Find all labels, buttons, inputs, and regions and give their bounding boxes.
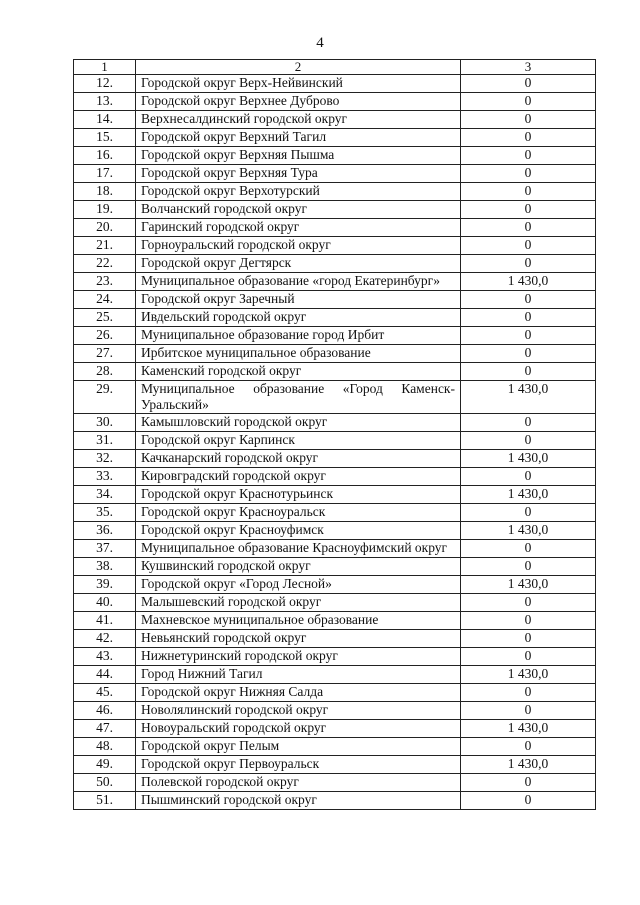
row-number-cell: 30.: [74, 414, 136, 432]
table-row: [74, 183, 596, 201]
municipality-name-cell: Городской округ Пелым: [136, 738, 461, 756]
municipality-name-cell: Город Нижний Тагил: [136, 666, 461, 684]
municipality-name-cell: Городской округ Верхний Тагил: [136, 129, 461, 147]
page-number: 4: [316, 35, 324, 51]
municipality-name-cell: Верхнесалдинский городской округ: [136, 111, 461, 129]
table-row: [74, 612, 596, 630]
table-row: [74, 201, 596, 219]
row-number-cell: 15.: [74, 129, 136, 147]
amount-cell: 0: [461, 309, 596, 327]
table-row: [74, 774, 596, 792]
amount-cell: 1 430,0: [461, 486, 596, 504]
row-number-cell: 27.: [74, 345, 136, 363]
municipality-name-cell: Городской округ Верх-Нейвинский: [136, 75, 461, 93]
table-row: [74, 450, 596, 468]
table-body: [74, 75, 596, 810]
amount-cell: 0: [461, 111, 596, 129]
row-number-cell: 21.: [74, 237, 136, 255]
amount-cell: 0: [461, 147, 596, 165]
row-number-cell: 35.: [74, 504, 136, 522]
table-row: [74, 93, 596, 111]
table-row: [74, 309, 596, 327]
amount-cell: 0: [461, 540, 596, 558]
municipality-name-cell: Качканарский городской округ: [136, 450, 461, 468]
row-number-cell: 17.: [74, 165, 136, 183]
table-row: [74, 486, 596, 504]
table-row: [74, 345, 596, 363]
amount-cell: 0: [461, 414, 596, 432]
municipality-name-cell: Пышминский городской округ: [136, 792, 461, 810]
row-number-cell: 32.: [74, 450, 136, 468]
amount-cell: 1 430,0: [461, 756, 596, 774]
row-number-cell: 51.: [74, 792, 136, 810]
amount-cell: 1 430,0: [461, 273, 596, 291]
table-row: [74, 147, 596, 165]
amount-cell: 0: [461, 75, 596, 93]
municipality-name-cell: Городской округ «Город Лесной»: [136, 576, 461, 594]
table-row: [74, 75, 596, 93]
row-number-cell: 16.: [74, 147, 136, 165]
municipalities-table: [73, 59, 596, 810]
table-row: [74, 558, 596, 576]
row-number-cell: 13.: [74, 93, 136, 111]
row-number-cell: 12.: [74, 75, 136, 93]
row-number-cell: 43.: [74, 648, 136, 666]
row-number-cell: 26.: [74, 327, 136, 345]
amount-cell: 0: [461, 738, 596, 756]
table-row: [74, 414, 596, 432]
municipality-name-cell: Каменский городской округ: [136, 363, 461, 381]
table-row: [74, 129, 596, 147]
amount-cell: 1 430,0: [461, 720, 596, 738]
amount-cell: 1 430,0: [461, 381, 596, 414]
table-row: [74, 504, 596, 522]
row-number-cell: 50.: [74, 774, 136, 792]
municipality-name-cell: Муниципальное образование «Город Каменск-Уральский»: [136, 381, 461, 414]
municipality-name-cell: Городской округ Верхотурский: [136, 183, 461, 201]
table-row: [74, 738, 596, 756]
row-number-cell: 29.: [74, 381, 136, 414]
amount-cell: 0: [461, 468, 596, 486]
row-number-cell: 49.: [74, 756, 136, 774]
municipality-name-cell: Ивдельский городской округ: [136, 309, 461, 327]
municipality-name-cell: Нижнетуринский городской округ: [136, 648, 461, 666]
row-number-cell: 24.: [74, 291, 136, 309]
amount-cell: 0: [461, 702, 596, 720]
table-row: [74, 540, 596, 558]
table-row: [74, 381, 596, 414]
table-row: [74, 648, 596, 666]
amount-cell: 0: [461, 165, 596, 183]
row-number-cell: 38.: [74, 558, 136, 576]
amount-cell: 0: [461, 255, 596, 273]
amount-cell: 0: [461, 594, 596, 612]
municipality-name-cell: Ирбитское муниципальное образование: [136, 345, 461, 363]
municipality-name-cell: Невьянский городской округ: [136, 630, 461, 648]
row-number-cell: 28.: [74, 363, 136, 381]
amount-cell: 0: [461, 684, 596, 702]
row-number-cell: 22.: [74, 255, 136, 273]
municipality-name-cell: Гаринский городской округ: [136, 219, 461, 237]
amount-cell: 0: [461, 327, 596, 345]
row-number-cell: 40.: [74, 594, 136, 612]
table-row: [74, 594, 596, 612]
amount-cell: 1 430,0: [461, 576, 596, 594]
table-row: [74, 432, 596, 450]
municipality-name-cell: Кировградский городской округ: [136, 468, 461, 486]
amount-cell: 0: [461, 93, 596, 111]
row-number-cell: 20.: [74, 219, 136, 237]
table-row: [74, 327, 596, 345]
table-header-row: [74, 60, 596, 75]
row-number-cell: 37.: [74, 540, 136, 558]
table-row: [74, 255, 596, 273]
municipality-name-cell: Городской округ Нижняя Салда: [136, 684, 461, 702]
amount-cell: 0: [461, 201, 596, 219]
municipality-name-cell: Муниципальное образование Красноуфимский округ: [136, 540, 461, 558]
row-number-cell: 42.: [74, 630, 136, 648]
amount-cell: 0: [461, 612, 596, 630]
table-row: [74, 111, 596, 129]
municipality-name-cell: Новоуральский городской округ: [136, 720, 461, 738]
row-number-cell: 19.: [74, 201, 136, 219]
municipality-name-cell: Малышевский городской округ: [136, 594, 461, 612]
row-number-cell: 45.: [74, 684, 136, 702]
table-row: [74, 165, 596, 183]
table-row: [74, 219, 596, 237]
municipality-name-cell: Городской округ Дегтярск: [136, 255, 461, 273]
amount-cell: 0: [461, 558, 596, 576]
amount-cell: 0: [461, 648, 596, 666]
municipality-name-cell: Городской округ Красноуфимск: [136, 522, 461, 540]
municipality-name-cell: Волчанский городской округ: [136, 201, 461, 219]
amount-cell: 0: [461, 129, 596, 147]
row-number-cell: 23.: [74, 273, 136, 291]
amount-cell: 1 430,0: [461, 450, 596, 468]
amount-cell: 0: [461, 504, 596, 522]
table-row: [74, 576, 596, 594]
row-number-cell: 46.: [74, 702, 136, 720]
amount-cell: 0: [461, 774, 596, 792]
municipality-name-cell: Горноуральский городской округ: [136, 237, 461, 255]
row-number-cell: 34.: [74, 486, 136, 504]
row-number-cell: 44.: [74, 666, 136, 684]
municipality-name-cell: Махневское муниципальное образование: [136, 612, 461, 630]
table-row: [74, 237, 596, 255]
amount-cell: 0: [461, 345, 596, 363]
amount-cell: 0: [461, 363, 596, 381]
municipality-name-cell: Кушвинский городской округ: [136, 558, 461, 576]
row-number-cell: 25.: [74, 309, 136, 327]
municipality-name-cell: Городской округ Карпинск: [136, 432, 461, 450]
amount-cell: 1 430,0: [461, 522, 596, 540]
table-row: [74, 756, 596, 774]
table-row: [74, 792, 596, 810]
municipality-name-cell: Городской округ Красноуральск: [136, 504, 461, 522]
municipality-name-cell: Камышловский городской округ: [136, 414, 461, 432]
column-header-value: 3: [461, 60, 596, 75]
row-number-cell: 31.: [74, 432, 136, 450]
municipality-name-cell: Городской округ Первоуральск: [136, 756, 461, 774]
row-number-cell: 47.: [74, 720, 136, 738]
row-number-cell: 39.: [74, 576, 136, 594]
table-row: [74, 684, 596, 702]
column-header-number: 1: [74, 60, 136, 75]
row-number-cell: 33.: [74, 468, 136, 486]
amount-cell: 0: [461, 291, 596, 309]
municipality-name-cell: Городской округ Краснотурьинск: [136, 486, 461, 504]
table-row: [74, 666, 596, 684]
table-row: [74, 291, 596, 309]
row-number-cell: 41.: [74, 612, 136, 630]
municipality-name-cell: Муниципальное образование «город Екатеринбург»: [136, 273, 461, 291]
table-row: [74, 273, 596, 291]
table-row: [74, 702, 596, 720]
amount-cell: 0: [461, 237, 596, 255]
row-number-cell: 48.: [74, 738, 136, 756]
amount-cell: 0: [461, 630, 596, 648]
row-number-cell: 36.: [74, 522, 136, 540]
table-row: [74, 468, 596, 486]
municipality-name-cell: Городской округ Верхняя Пышма: [136, 147, 461, 165]
municipality-name-cell: Городской округ Заречный: [136, 291, 461, 309]
amount-cell: 0: [461, 432, 596, 450]
table-row: [74, 363, 596, 381]
municipality-name-cell: Муниципальное образование город Ирбит: [136, 327, 461, 345]
row-number-cell: 14.: [74, 111, 136, 129]
column-header-name: 2: [136, 60, 461, 75]
amount-cell: 0: [461, 219, 596, 237]
table-row: [74, 522, 596, 540]
amount-cell: 0: [461, 183, 596, 201]
table-row: [74, 630, 596, 648]
municipality-name-cell: Городской округ Верхнее Дуброво: [136, 93, 461, 111]
municipality-name-cell: Новолялинский городской округ: [136, 702, 461, 720]
amount-cell: 1 430,0: [461, 666, 596, 684]
row-number-cell: 18.: [74, 183, 136, 201]
municipality-name-cell: Полевской городской округ: [136, 774, 461, 792]
amount-cell: 0: [461, 792, 596, 810]
table-row: [74, 720, 596, 738]
municipality-name-cell: Городской округ Верхняя Тура: [136, 165, 461, 183]
